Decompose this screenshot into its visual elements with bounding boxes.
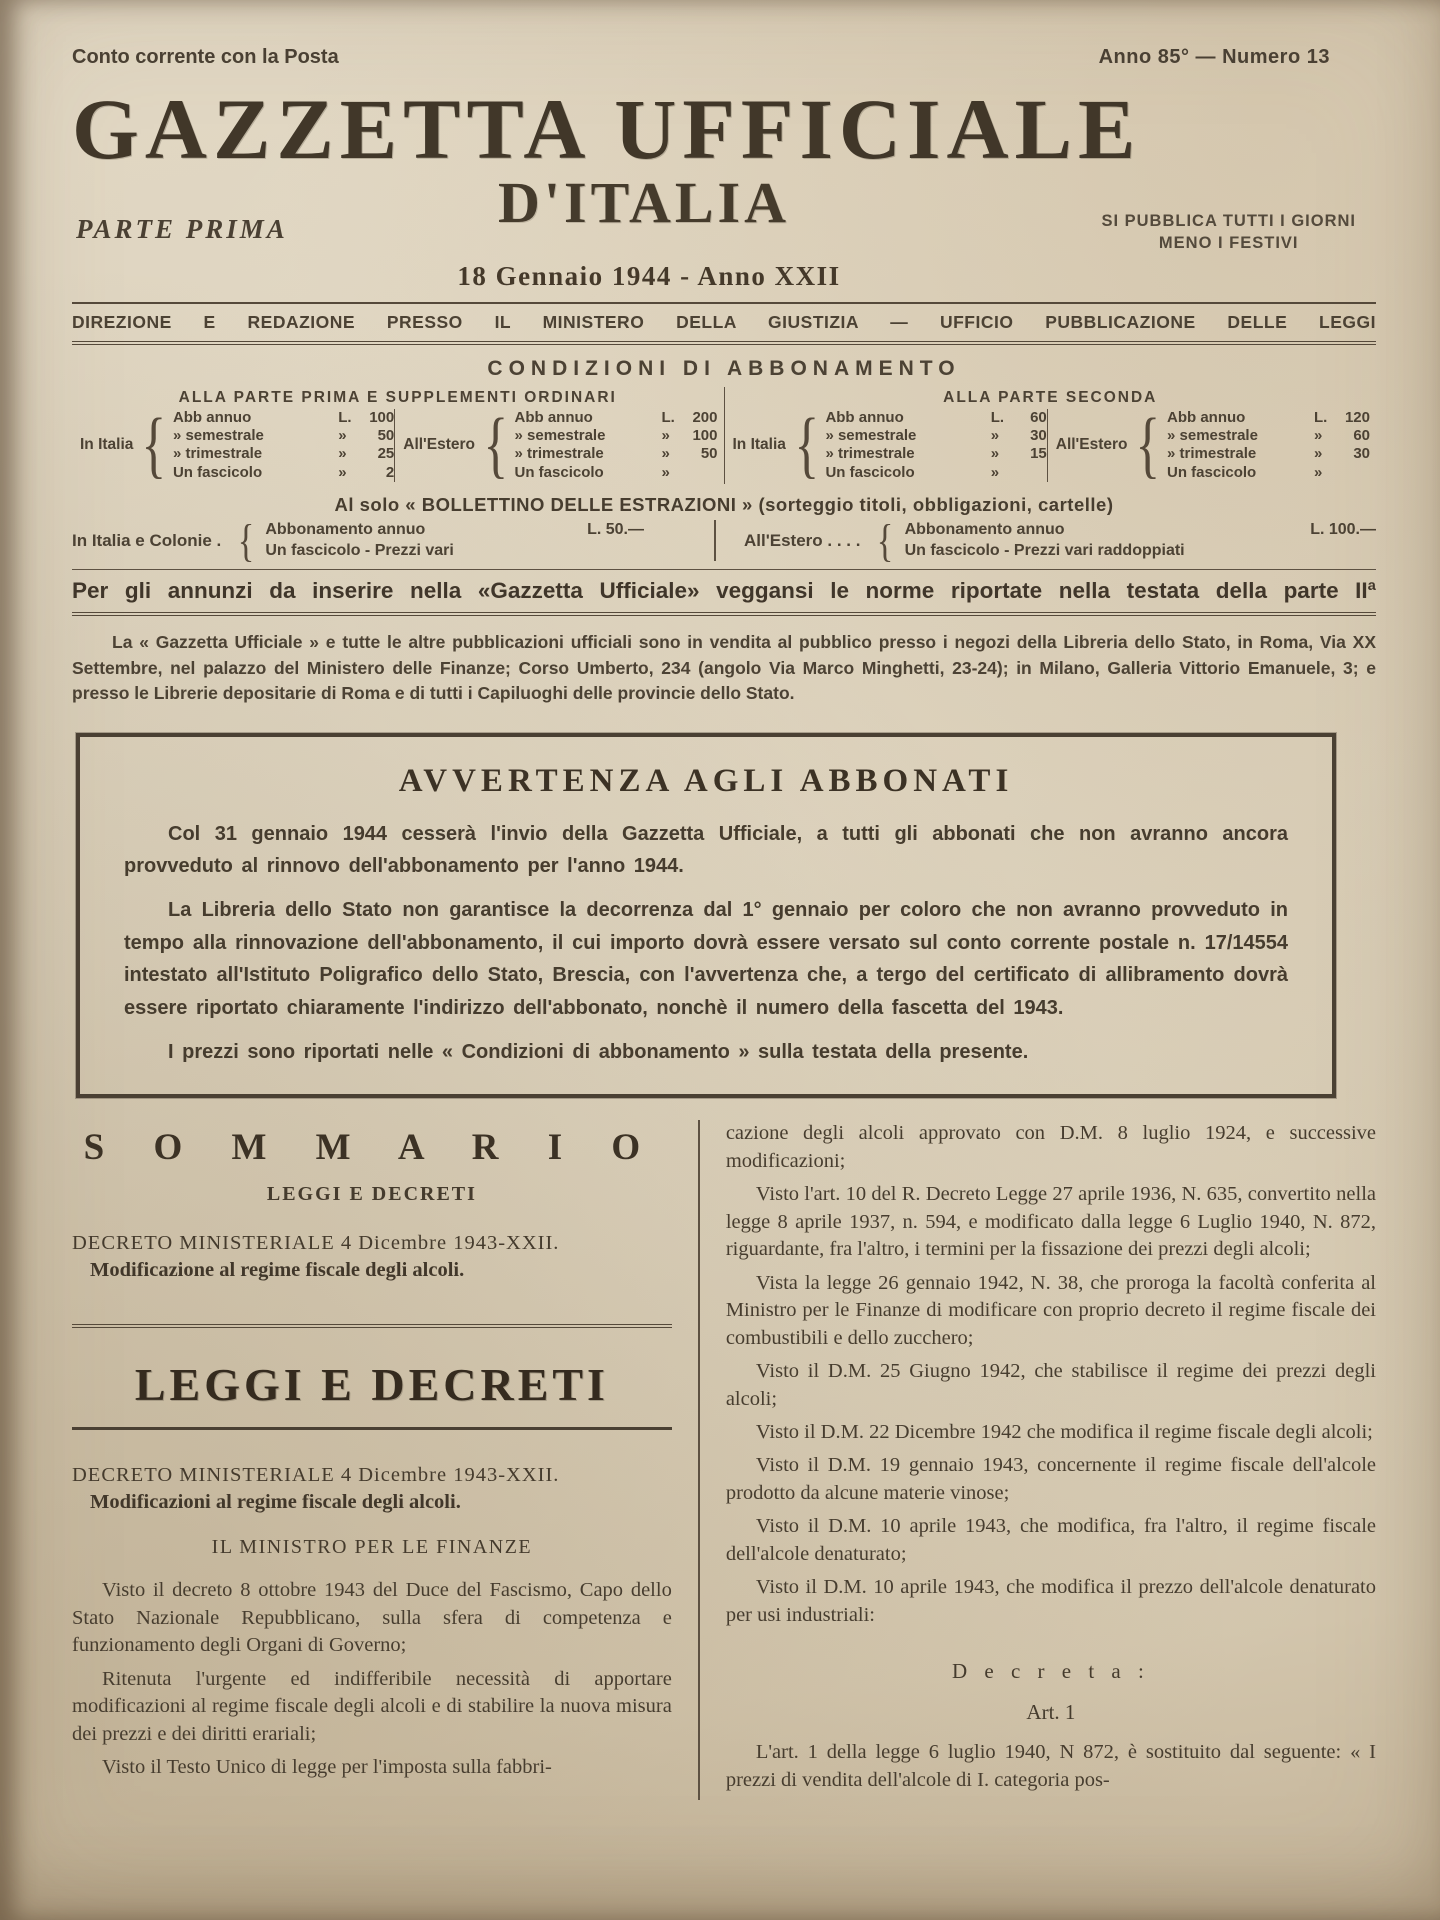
decree-subtitle: Modificazioni al regime fiscale degli alcoli. bbox=[90, 1491, 461, 1514]
subs-group-estero bbox=[394, 403, 718, 486]
row-currency: L. bbox=[338, 408, 352, 426]
publish-note-line2: MENO I FESTIVI bbox=[1158, 234, 1299, 253]
article-columns bbox=[72, 1120, 1376, 1800]
avvertenza-box bbox=[76, 733, 1336, 1099]
article-paragraph: Visto il D.M. 10 aprile 1943, che modifica il prezzo dell'alcole denaturato per usi industriali: bbox=[725, 1576, 1376, 1626]
row-currency: » bbox=[990, 463, 1000, 481]
subscription-row bbox=[173, 464, 394, 482]
brace-decoration: { bbox=[794, 403, 820, 486]
avvertenza-paragraph: La Libreria dello Stato non garantisce la decorrenza dal 1° gennaio per coloro che non avranno provveduto in tempo alla rinnovazione dell'abbonamento, il cui importo dovrà essere versato sul conto corrente postale n. 17/14554 intestato all'Istituto Poligrafico dello Stato, Brescia, con l'avvertenza che, a tergo del certificato di allibramento dovrà essere riportato chiaramente l'indirizzo dell'abbonato, nonchè il numero della fascetta del 1943. bbox=[124, 899, 1288, 1019]
row-value: 30 bbox=[1353, 445, 1370, 463]
article-paragraph: Visto il decreto 8 ottobre 1943 del Duce del Fascismo, Capo dello Stato Nazionale Repubblicano, sulla sfera di competenza e funzionamento degli Organi di Governo; bbox=[72, 1579, 672, 1657]
subs-parte-prima bbox=[72, 387, 724, 484]
right-column bbox=[698, 1120, 1376, 1800]
direction-line: DIREZIONE E REDAZIONE PRESSO IL MINISTERO DELLA GIUSTIZIA — UFFICIO PUBBLICAZIONE DELLE LEGGI bbox=[72, 311, 1376, 332]
subscription-row bbox=[1167, 409, 1370, 427]
minister-line: IL MINISTRO PER LE FINANZE bbox=[211, 1536, 533, 1559]
rule-divider bbox=[72, 302, 1376, 304]
subscription-row bbox=[515, 464, 718, 482]
annunzi-line: Per gli annunzi da inserire nella «Gazzetta Ufficiale» veggansi le norme riportate nella testata della parte IIª bbox=[72, 578, 1376, 604]
sommario-item-title: DECRETO MINISTERIALE 4 Dicembre 1943-XXII. bbox=[72, 1232, 560, 1255]
row-currency: » bbox=[1314, 426, 1323, 444]
bollettino-row bbox=[72, 514, 1376, 566]
bollettino-line2: Un fascicolo - Prezzi vari bbox=[265, 541, 454, 559]
brace-decoration: { bbox=[483, 403, 509, 486]
subs-group-estero bbox=[1047, 403, 1370, 486]
masthead-title: GAZZETTA UFFICIALE bbox=[72, 81, 1142, 177]
double-rule-divider bbox=[72, 612, 1376, 616]
subscription-rows bbox=[173, 409, 394, 482]
left-column bbox=[72, 1120, 698, 1800]
row-value: 120 bbox=[1344, 408, 1370, 426]
bollettino-italia-lines bbox=[265, 520, 704, 562]
decreta-line: D e c r e t a : bbox=[951, 1659, 1150, 1684]
row-value bbox=[1336, 464, 1370, 482]
avvertenza-paragraph: I prezzi sono riportati nelle « Condizioni di abbonamento » sulla testata della presente. bbox=[168, 1040, 1029, 1063]
row-currency: » bbox=[338, 445, 347, 463]
vendita-note: La « Gazzetta Ufficiale » e tutte le altre pubblicazioni ufficiali sono in vendita al pubblico presso i negozi della Libreria dello Stato, in Roma, Via XX Settembre, nel palazzo del Ministero delle Finanze; Corso Umberto, 234 (angolo Via Marco Minghetti, 23-24); in Milano, Galleria Vittorio Emanuele, 3; e presso le Librerie depositarie di Roma e di tutti i Capiluoghi delle provincie dello Stato. bbox=[72, 632, 1376, 704]
article-paragraph: Visto il D.M. 19 gennaio 1943, concernente il regime fiscale dell'alcole prodotto da alcune materie vinose; bbox=[725, 1454, 1376, 1504]
brace-decoration: { bbox=[1135, 403, 1161, 486]
subscriptions-table bbox=[72, 387, 1376, 484]
subscription-row bbox=[1167, 445, 1370, 463]
rule-divider bbox=[72, 1427, 672, 1430]
row-currency: » bbox=[990, 445, 1000, 463]
bollettino-line1 bbox=[905, 520, 1376, 541]
row-label: » trimestrale bbox=[825, 445, 915, 463]
subs-group-italia bbox=[731, 403, 1047, 486]
date-line: 18 Gennaio 1944 - Anno XXII bbox=[457, 260, 841, 291]
row-label: Un fascicolo bbox=[825, 463, 915, 481]
group-label: In Italia bbox=[732, 436, 786, 454]
group-label: All'Estero bbox=[403, 436, 475, 454]
row-currency: » bbox=[990, 426, 1000, 444]
group-label: In Italia bbox=[80, 436, 134, 454]
subs-parte-seconda-header: ALLA PARTE SECONDA bbox=[943, 388, 1158, 406]
article-paragraph: Ritenuta l'urgente ed indifferibile necessità di apportare modificazioni al regime fiscale degli alcoli e di stabilire la nuova misura dei prezzi e dei diritti erariali; bbox=[72, 1667, 672, 1745]
subs-parte-seconda bbox=[724, 387, 1377, 484]
article-paragraph: Visto il D.M. 10 aprile 1943, che modifica, fra l'altro, il regime fiscale dell'alcole denaturato; bbox=[725, 1515, 1376, 1565]
row-currency: » bbox=[661, 426, 670, 444]
row-value bbox=[1013, 464, 1047, 482]
subscription-rows bbox=[515, 409, 718, 482]
row-label: » trimestrale bbox=[514, 445, 604, 463]
article-paragraph: Visto il D.M. 25 Giugno 1942, che stabilisce il regime dei prezzi degli alcoli; bbox=[725, 1360, 1376, 1410]
sommario-item-subtitle: Modificazione al regime fiscale degli alcoli. bbox=[90, 1259, 465, 1282]
article-paragraph: cazione degli alcoli approvato con D.M. 8 luglio 1924, e successive modificazioni; bbox=[725, 1122, 1376, 1172]
row-currency: » bbox=[338, 463, 347, 481]
article-paragraph: L'art. 1 della legge 6 luglio 1940, N 872, è sostituito dal seguente: « I prezzi di vendita dell'alcole di I. categoria pos- bbox=[725, 1741, 1376, 1791]
row-label: » trimestrale bbox=[1167, 445, 1257, 463]
subscription-row bbox=[173, 427, 394, 445]
masthead-subtitle: D'ITALIA bbox=[498, 169, 790, 235]
row-value: 50 bbox=[377, 426, 395, 444]
postal-note: Conto corrente con la Posta bbox=[72, 46, 339, 68]
row-currency: L. bbox=[990, 408, 1005, 426]
brace-decoration: { bbox=[141, 403, 167, 486]
row-label: » semestrale bbox=[825, 426, 917, 444]
double-rule-divider bbox=[72, 1324, 672, 1328]
sommario-title: S O M M A R I O bbox=[83, 1127, 661, 1169]
article-paragraph: Visto il D.M. 22 Dicembre 1942 che modifica il regime fiscale degli alcoli; bbox=[755, 1421, 1373, 1444]
article-paragraph: Vista la legge 26 gennaio 1942, N. 38, che proroga la facoltà conferita al Ministro per le Finanze di modificare con proprio decreto il regime fiscale dei combustibili e dello zucchero; bbox=[725, 1271, 1376, 1349]
row-value: 2 bbox=[385, 463, 395, 481]
bollettino-line2: Un fascicolo - Prezzi vari raddoppiati bbox=[904, 541, 1185, 559]
bollettino-title: Al solo « BOLLETTINO DELLE ESTRAZIONI » (sorteggio titoli, obbligazioni, cartelle) bbox=[334, 493, 1114, 515]
subs-groups bbox=[78, 403, 718, 486]
subscription-row bbox=[173, 409, 394, 427]
row-label: Un fascicolo bbox=[1167, 463, 1257, 481]
part-label: PARTE PRIMA bbox=[76, 213, 288, 244]
subscription-row bbox=[515, 445, 718, 463]
group-label: All'Estero bbox=[1055, 436, 1128, 454]
bollettino-estero-label: All'Estero . . . . bbox=[744, 530, 861, 550]
row-label: » semestrale bbox=[1167, 426, 1258, 444]
row-label: » semestrale bbox=[172, 426, 264, 444]
subscription-row bbox=[1167, 427, 1370, 445]
subs-group-italia bbox=[78, 403, 395, 486]
row-label: » semestrale bbox=[514, 426, 606, 444]
subscription-rows bbox=[825, 409, 1046, 482]
bollettino-italia bbox=[72, 514, 704, 566]
bollettino-price: L. 100.— bbox=[1310, 520, 1376, 538]
publish-note bbox=[1101, 210, 1356, 255]
decree-title: DECRETO MINISTERIALE 4 Dicembre 1943-XXII. bbox=[72, 1464, 560, 1487]
subscription-row bbox=[1167, 464, 1370, 482]
masthead-subtitle-row bbox=[72, 169, 1376, 259]
row-value: 60 bbox=[1030, 408, 1047, 426]
avvertenza-paragraph: Col 31 gennaio 1944 cesserà l'invio della Gazzetta Ufficiale, a tutti gli abbonati che non avranno ancora provveduto al rinnovo dell'abbonamento per l'anno 1944. bbox=[124, 822, 1288, 877]
top-row bbox=[72, 46, 1376, 69]
row-currency: L. bbox=[661, 408, 675, 426]
row-value: 15 bbox=[1030, 445, 1047, 463]
row-currency: » bbox=[338, 426, 347, 444]
bollettino-price: L. 50.— bbox=[587, 520, 644, 538]
leggi-title: LEGGI E DECRETI bbox=[134, 1359, 609, 1411]
issue-number: Anno 85° — Numero 13 bbox=[1098, 46, 1330, 68]
row-value: 100 bbox=[369, 408, 395, 426]
row-label: Un fascicolo bbox=[172, 463, 263, 481]
bollettino-italia-label: In Italia e Colonie . bbox=[72, 530, 222, 550]
brace-decoration: { bbox=[238, 514, 255, 566]
subs-groups bbox=[731, 403, 1371, 486]
row-value: 50 bbox=[700, 445, 718, 463]
row-value bbox=[684, 464, 718, 482]
row-value: 60 bbox=[1353, 426, 1370, 444]
bollettino-line1-text: Abbonamento annuo bbox=[265, 520, 426, 538]
row-label: Un fascicolo bbox=[514, 463, 604, 481]
article-paragraph: Visto l'art. 10 del R. Decreto Legge 27 aprile 1936, N. 635, convertito nella legge 8 aprile 1937, n. 594, e modificato dalla legge 6 Luglio 1940, N. 872, riguardante, fra l'altro, i termini per la fissazione dei prezzi degli alcoli; bbox=[725, 1183, 1376, 1261]
sommario-section: LEGGI E DECRETI bbox=[266, 1183, 477, 1206]
subscriptions-title: CONDIZIONI DI ABBONAMENTO bbox=[487, 356, 961, 380]
row-label: Abb annuo bbox=[1167, 408, 1246, 426]
row-value: 200 bbox=[692, 408, 718, 426]
subscription-row bbox=[825, 409, 1046, 427]
bollettino-estero-lines bbox=[905, 520, 1376, 562]
row-currency: » bbox=[1314, 445, 1323, 463]
article-1-heading: Art. 1 bbox=[1026, 1700, 1076, 1725]
subscription-row bbox=[173, 445, 394, 463]
bollettino-line1-text: Abbonamento annuo bbox=[904, 520, 1065, 538]
subs-parte-prima-header: ALLA PARTE PRIMA E SUPPLEMENTI ORDINARI bbox=[178, 388, 617, 406]
double-rule-divider bbox=[72, 341, 1376, 345]
row-currency: L. bbox=[1314, 408, 1328, 426]
row-value: 30 bbox=[1030, 426, 1047, 444]
subscription-row bbox=[825, 464, 1046, 482]
bollettino-estero bbox=[714, 514, 1376, 566]
avvertenza-title: AVVERTENZA AGLI ABBONATI bbox=[398, 762, 1014, 799]
row-currency: » bbox=[661, 463, 670, 481]
article-paragraph: Visto il Testo Unico di legge per l'imposta sulla fabbri- bbox=[102, 1756, 552, 1779]
subscription-row bbox=[515, 409, 718, 427]
row-currency: » bbox=[1314, 463, 1323, 481]
row-value: 25 bbox=[377, 445, 395, 463]
rule-divider bbox=[72, 569, 1376, 570]
publish-note-line1: SI PUBBLICA TUTTI I GIORNI bbox=[1101, 212, 1356, 231]
row-label: Abb annuo bbox=[825, 408, 904, 426]
row-label: » trimestrale bbox=[172, 445, 263, 463]
brace-decoration: { bbox=[877, 514, 894, 566]
subscription-row bbox=[515, 427, 718, 445]
bollettino-line1 bbox=[265, 520, 704, 541]
subscription-rows bbox=[1167, 409, 1370, 482]
row-label: Abb annuo bbox=[172, 408, 252, 426]
row-currency: » bbox=[661, 445, 670, 463]
row-value: 100 bbox=[692, 426, 718, 444]
subscription-row bbox=[825, 427, 1046, 445]
subscription-row bbox=[825, 445, 1046, 463]
row-label: Abb annuo bbox=[514, 408, 593, 426]
